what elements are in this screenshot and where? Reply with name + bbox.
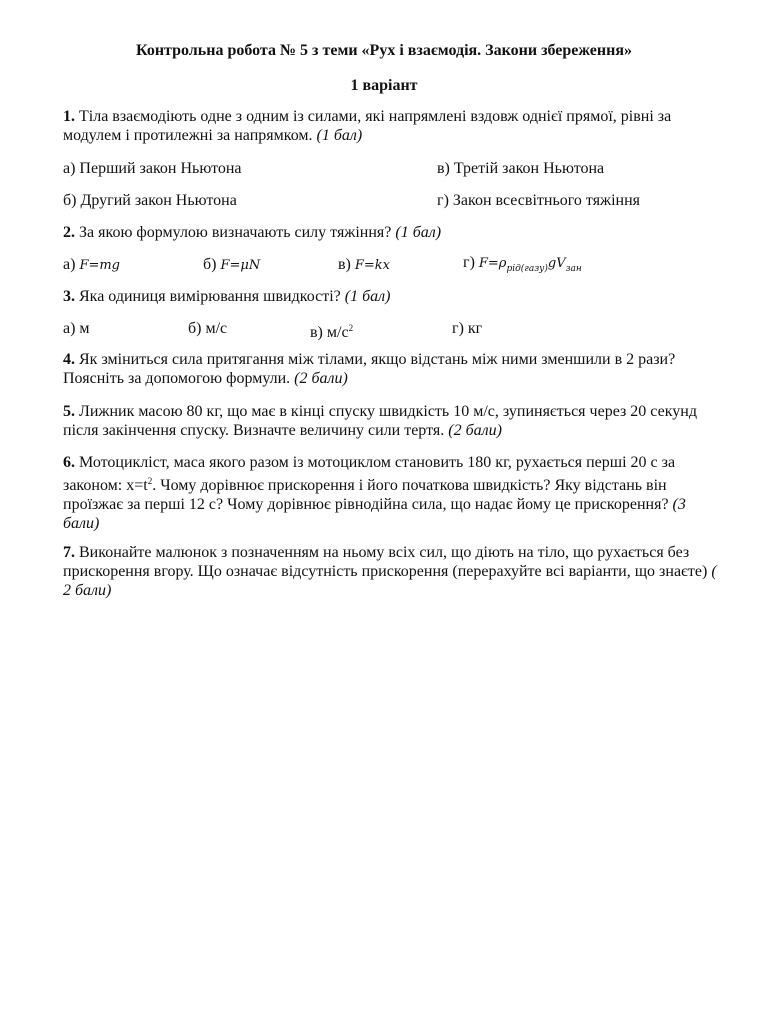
option-label: а) — [63, 256, 76, 273]
question-number: 3. — [63, 288, 75, 305]
option-label: в) м/с — [310, 324, 349, 341]
question-text: Яка одиниця вимірювання швидкості? — [75, 288, 341, 305]
option-g: г) кг — [452, 320, 483, 337]
question-number: 5. — [63, 403, 75, 420]
option-b: б) м/с — [188, 320, 228, 337]
formula: F=mg — [79, 258, 120, 273]
question-4 — [63, 350, 723, 388]
question-points: ( 2 бали) — [63, 563, 717, 599]
option-a: а) Перший закон Ньютона — [63, 160, 242, 177]
option-a: а) м — [63, 320, 90, 337]
question-number: 7. — [63, 544, 75, 561]
option-v — [338, 255, 390, 275]
option-g: г) Закон всесвітнього тяжіння — [437, 192, 641, 209]
question-points: (3 бали) — [63, 496, 686, 532]
question-points: (1 бал) — [340, 288, 391, 305]
question-number: 2. — [63, 224, 75, 241]
question-5 — [63, 402, 723, 440]
question-text: Як зміниться сила притягання між тілами, якщо відстань між ними зменшили в 2 рази? Поясніть за допомогою формули. — [63, 351, 676, 387]
question-number: 4. — [63, 351, 75, 368]
option-label: б) — [203, 256, 217, 273]
question-text: За якою формулою визначають силу тяжіння? — [75, 224, 392, 241]
question-text: Тіла взаємодіють одне з одним із силами, які напрямлені вздовж однієї прямої, рівні за модулем і протилежні за напрямком. — [63, 108, 672, 144]
question-text: . Чому дорівнює прискорення і його початкова швидкість? Яку відстань він проїзжає за перші 12 с? Чому дорівнює рівнодійна сила, що надає йому це прискорення? — [63, 477, 669, 513]
question-points: (1 бал) — [391, 224, 442, 241]
formula: F=kx — [354, 258, 391, 273]
formula-part: F=ρ — [478, 256, 507, 271]
question-text: Лижник масою 80 кг, що має в кінці спуску швидкість 10 м/с, зупиняється через 20 секунд після закінчення спуску. Визначте величину сили тертя. — [63, 403, 697, 439]
option-b — [203, 255, 260, 275]
question-points: (1 бал) — [312, 127, 363, 144]
option-v — [310, 319, 353, 342]
question-text: Виконайте малюнок з позначенням на ньому всіх сил, що діють на тіло, що рухається без прискорення вгору. Що означає відсутність прискорення (перерахуйте всі варіанти, що знаєте) — [63, 544, 708, 580]
formula-part: gV — [547, 256, 566, 271]
superscript: 2 — [147, 476, 153, 486]
option-v: в) Третій закон Ньютона — [437, 160, 605, 177]
question-7 — [63, 543, 723, 600]
formula-subscript: рід(газу) — [506, 264, 548, 274]
superscript: 2 — [348, 323, 354, 333]
formula: F=μN — [220, 258, 261, 273]
question-6 — [63, 453, 723, 533]
question-points: (2 бали) — [290, 370, 348, 387]
option-label: г) — [463, 254, 475, 271]
question-1 — [63, 107, 723, 145]
formula — [478, 256, 582, 274]
option-label: в) — [338, 256, 351, 273]
question-text: Мотоцикліст, маса якого разом із мотоциклом становить 180 кг, рухається перші 20 с за законом: x=t — [63, 454, 676, 494]
question-number: 6. — [63, 454, 75, 471]
document-title: Контрольна робота № 5 з теми «Рух і взаємодія. Закони збереження» — [136, 42, 632, 59]
variant-heading: 1 варіант — [350, 77, 418, 94]
formula-subscript: зан — [565, 264, 582, 274]
question-number: 1. — [63, 108, 75, 125]
option-a — [63, 255, 120, 275]
question-2 — [63, 223, 723, 242]
option-g — [463, 253, 582, 279]
question-points: (2 бали) — [444, 422, 502, 439]
question-3 — [63, 287, 723, 306]
option-b: б) Другий закон Ньютона — [63, 192, 237, 209]
